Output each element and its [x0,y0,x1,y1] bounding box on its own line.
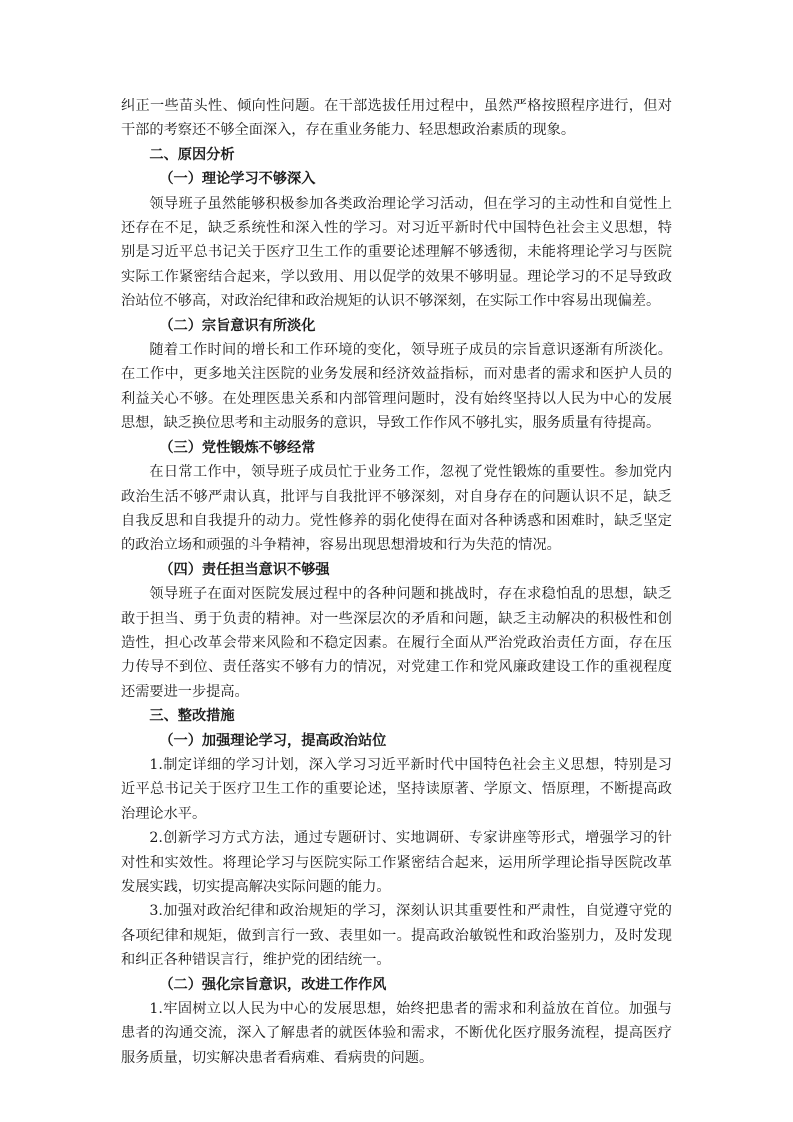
document-page [121,94,672,1070]
body-paragraph: 纠正一些苗头性、倾向性问题。在干部选拔任用过程中，虽然严格按照程序进行，但对干部的考察还不够全面深入，存在重业务能力、轻思想政治素质的现象。 [121,98,672,139]
body-paragraph: 领导班子在面对医院发展过程中的各种问题和挑战时，存在求稳怕乱的思想，缺乏敢于担当、勇于负责的精神。对一些深层次的矛盾和问题，缺乏主动解决的积极性和创造性，担心改革会带来风险和不稳定因素。在履行全面从严治党政治责任方面，存在压力传导不到位、责任落实不够有力的情况，对党建工作和党风廉政建设工作的重视程度还需要进一步提高。 [121,586,672,700]
subsection-heading-responsibility: （四）责任担当意识不够强 [159,561,330,578]
body-paragraph: 2.创新学习方式方法，通过专题研讨、实地调研、专家讲座等形式，增强学习的针对性和实效性。将理论学习与医院实际工作紧密结合起来，运用所学理论指导医院改革发展实践，切实提高解决实际问题的能力。 [121,830,672,895]
section-heading-rectification: 三、整改措施 [149,708,235,725]
section-heading-cause-analysis: 二、原因分析 [149,146,235,163]
body-paragraph: 在日常工作中，领导班子成员忙于业务工作，忽视了党性锻炼的重要性。参加党内政治生活不够严肃认真，批评与自我批评不够深刻，对自身存在的问题认识不足，缺乏自我反思和自我提升的动力。党性修养的弱化使得在面对各种诱惑和困难时，缺乏坚定的政治立场和顽强的斗争精神，容易出现思想滑坡和行为失范的情况。 [121,464,672,554]
body-paragraph: 1.制定详细的学习计划，深入学习习近平新时代中国特色社会主义思想，特别是习近平总书记关于医疗卫生工作的重要论述，坚持读原著、学原文、悟原理，不断提高政治理论水平。 [121,756,672,822]
body-paragraph: 1.牢固树立以人民为中心的发展思想，始终把患者的需求和利益放在首位。加强与患者的沟通交流，深入了解患者的就医体验和需求，不断优化医疗服务流程，提高医疗服务质量，切实解决患者看病难、看病贵的问题。 [121,1001,672,1066]
body-paragraph: 3.加强对政治纪律和政治规矩的学习，深刻认识其重要性和严肃性，自觉遵守党的各项纪律和规矩，做到言行一致、表里如一。提高政治敏锐性和政治鉴别力，及时发现和纠正各种错误言行，维护党的团结统一。 [121,903,672,969]
subsection-heading-party-spirit: （三）党性锻炼不够经常 [159,439,316,456]
subsection-heading-purpose-awareness: （二）宗旨意识有所淡化 [159,317,316,334]
subsection-heading-improve-style: （二）强化宗旨意识，改进工作作风 [159,976,387,993]
subsection-heading-strengthen-study: （一）加强理论学习，提高政治站位 [159,732,387,749]
subsection-heading-theory-study: （一）理论学习不够深入 [159,171,316,188]
body-paragraph: 随着工作时间的增长和工作环境的变化，领导班子成员的宗旨意识逐渐有所淡化。在工作中，更多地关注医院的业务发展和经济效益指标，而对患者的需求和医护人员的利益关心不够。在处理医患关系和内部管理问题时，没有始终坚持以人民为中心的发展思想，缺乏换位思考和主动服务的意识，导致工作作风不够扎实，服务质量有待提高。 [121,342,672,432]
body-paragraph: 领导班子虽然能够积极参加各类政治理论学习活动，但在学习的主动性和自觉性上还存在不足，缺乏系统性和深入性的学习。对习近平新时代中国特色社会主义思想，特别是习近平总书记关于医疗卫生工作的重要论述理解不够透彻，未能将理论学习与医院实际工作紧密结合起来，学以致用、用以促学的效果不够明显。理论学习的不足导致政治站位不够高，对政治纪律和政治规矩的认识不够深刻，在实际工作中容易出现偏差。 [121,195,672,310]
